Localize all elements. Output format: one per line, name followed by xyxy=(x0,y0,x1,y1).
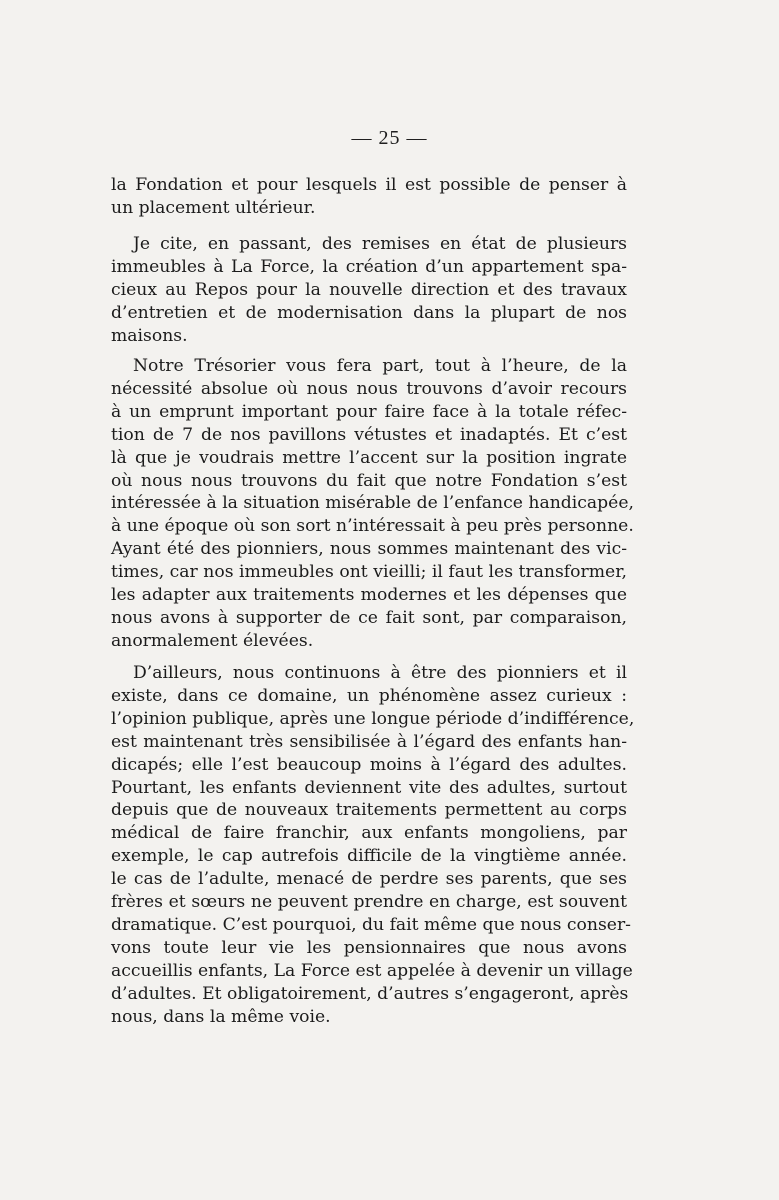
text-line: anormalement élevées. xyxy=(111,630,314,651)
text-line: frères et sœurs ne peuvent prendre en charge, est souvent xyxy=(111,892,627,913)
text-line: tion de 7 de nos pavillons vétustes et inadaptés. Et c’est xyxy=(111,424,627,445)
text-line: d’entretien et de modernisation dans la plupart de nos xyxy=(111,302,627,323)
text-line: Je cite, en passant, des remises en état de plusieurs xyxy=(133,234,627,254)
text-line: les adapter aux traitements modernes et les dépenses que xyxy=(111,585,627,606)
text-line: la Fondation et pour lesquels il est possible de penser à xyxy=(111,175,627,195)
text-line: à un emprunt important pour faire face à la totale réfec- xyxy=(111,401,627,422)
text-line: d’adultes. Et obligatoirement, d’autres s’engageront, après xyxy=(111,983,629,1004)
text-line: vons toute leur vie les pensionnaires que nous avons xyxy=(111,937,627,958)
text-line: immeubles à La Force, la création d’un appartement spa- xyxy=(111,256,627,277)
text-line: maisons. xyxy=(111,325,188,346)
text-line: Ayant été des pionniers, nous sommes maintenant des vic- xyxy=(111,539,627,560)
text-line: dramatique. C’est pourquoi, du fait même que nous conser- xyxy=(111,914,631,935)
text-line: cieux au Repos pour la nouvelle direction et des travaux xyxy=(111,279,627,300)
text-line: l’opinion publique, après une longue période d’indifférence, xyxy=(111,708,635,729)
text-line: times, car nos immeubles ont vieilli; il faut les transformer, xyxy=(111,562,627,583)
text-line: depuis que de nouveaux traitements permettent au corps xyxy=(111,800,627,821)
text-line: exemple, le cap autrefois difficile de la vingtième année. xyxy=(111,846,627,867)
text-line: à une époque où son sort n’intéressait à peu près personne. xyxy=(111,516,634,537)
text-line: Notre Trésorier vous fera part, tout à l’heure, de la xyxy=(133,356,627,376)
text-line: nécessité absolue où nous nous trouvons d’avoir recours xyxy=(111,378,627,399)
text-line: médical de faire franchir, aux enfants mongoliens, par xyxy=(111,823,627,844)
paragraph-4 xyxy=(111,662,635,1029)
paragraph-3 xyxy=(111,355,634,653)
text-line: existe, dans ce domaine, un phénomène assez curieux : xyxy=(111,685,627,706)
text-line: est maintenant très sensibilisée à l’égard des enfants han- xyxy=(111,731,627,752)
text-line: où nous nous trouvons du fait que notre Fondation s’est xyxy=(111,470,627,491)
text-line: le cas de l’adulte, menacé de perdre ses parents, que ses xyxy=(111,869,627,890)
paragraph-2 xyxy=(111,233,627,348)
text-line: accueillis enfants, La Force est appelée à devenir un village xyxy=(111,960,633,981)
paragraph-1 xyxy=(111,174,627,220)
text-line: un placement ultérieur. xyxy=(111,197,316,218)
text-line: nous, dans la même voie. xyxy=(111,1006,331,1027)
text-line: nous avons à supporter de ce fait sont, par comparaison, xyxy=(111,607,627,628)
text-line: intéressée à la situation misérable de l’enfance handicapée, xyxy=(111,493,634,514)
text-line: Pourtant, les enfants deviennent vite des adultes, surtout xyxy=(111,777,627,798)
text-line: dicapés; elle l’est beaucoup moins à l’égard des adultes. xyxy=(111,754,627,775)
text-line: D’ailleurs, nous continuons à être des pionniers et il xyxy=(133,663,627,683)
text-line: là que je voudrais mettre l’accent sur la position ingrate xyxy=(111,447,627,468)
page-number: — 25 — xyxy=(351,127,428,149)
